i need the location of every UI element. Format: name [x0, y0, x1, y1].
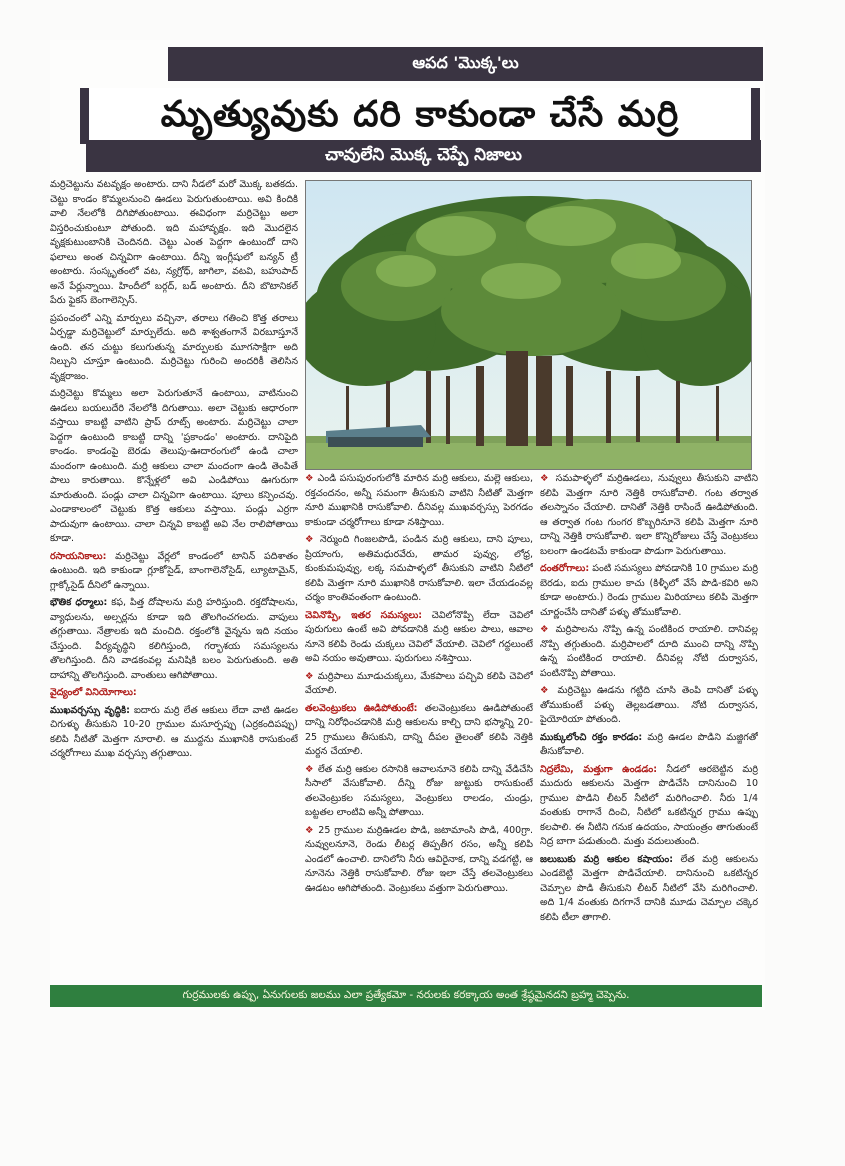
section-text: మర్రిచెట్టు వేర్లలో కాండంలో టానిన్ పదిశాతం ఉంటుంది. ఇది కాకుండా గ్లూకోసైడ్, బాంగాలెనోసైడ్, ల్యూటామైన్, గ్లాక్కోసైడ్ దీనిలో ఉన్నాయి. — [50, 550, 298, 591]
diamond-bullet-icon: ❖ — [305, 763, 318, 775]
col1-paragraph: మర్రిచెట్టు కొమ్మలు అలా పెరుగుతూనే ఉంటాయి, వాటినుంచి ఊడలు బయలుదేరి నేలలోకి దిగుతాయి. అలా చెట్టుకు ఆధారంగా వస్తాయి కాబట్టి వాటిని ప్రాప్ రూట్స్ అంటారు. మర్రిచెట్టు చాలా పెద్దగా ఉంటుంది కాబట్టి దాన్ని 'ప్రకాండం' అంటారు. దానిపైది కాండం. కాండంపై బెరడు తెలుపు-ఊదారంగులో ఉండి చాలా మందంగా ఉంటుంది. మర్రి ఆకులు చాలా మందంగా ఉండి తెంపితే పాలు కారుతాయి. కొన్నేళ్లలో అవి ఎండిపోయి ఊగురుగా మారుతుంది. పండ్లు చాలా చిన్నవిగా ఉంటాయి. పూలు కన్పించవు. ఎండాకాలంలో చెట్టుకు కొత్త ఆకులు వస్తాయి. పండ్లు ఎర్రగా పాదువుగా ఉంటాయి. చాలా చిన్నవి కాబట్టి అవి నేల రాలిపోతాయి కూడా. — [50, 388, 298, 544]
col1-paragraph — [50, 550, 298, 594]
section-heading-chemicals: రసాయనికాలు: — [50, 550, 107, 562]
article-clipping — [50, 40, 765, 1010]
section-text: మర్రి ఊడల పొడిని మజ్జిగతో తీసుకోవాలి. — [540, 731, 758, 757]
section-text: మర్రిచెట్టు ఊడను గట్టిది చూసి తెంపి దానితో పళ్ళు తోముకుంటే పళ్ళు తెల్లబడతాయి. నోటి దుర్వాసన, పైయోరియా పోతుంది. — [540, 685, 758, 725]
diamond-bullet-icon: ❖ — [305, 534, 320, 545]
banyan-tree-icon — [306, 181, 752, 470]
diamond-bullet-icon: ❖ — [305, 824, 319, 836]
diamond-bullet-icon: ❖ — [540, 473, 556, 484]
col1-paragraph: ప్రపంచంలో ఎన్ని మార్పులు వచ్చినా, తరాలు గతించి కొత్త తరాలు ఏర్పడ్డా మర్రిచెట్టులో మార్పులేదు. అది శాశ్వతంగానే విరబూస్తూనే ఉంది. తన చుట్టు కలుగుతున్న మార్పులకు మూగసాక్షిగా అది నిల్చుని చూస్తూ ఉంటుంది. మర్రిచెట్టు గురించి అందరికీ తెలిసిన వృక్షరాజం. — [50, 312, 298, 382]
footer-quote: గుర్రములకు ఉప్పు, ఏనుగులకు జలము ఎలా ప్రత్యేకమో - నరులకు కరక్కాయ అంత శ్రేష్ఠమైనదని బ్రహ్మ చెప్పెను. — [182, 989, 630, 1001]
kicker-bar — [168, 47, 763, 81]
section-heading-nose: ముక్కులోంచి రక్తం కారడం: — [540, 731, 643, 743]
col1-paragraph — [50, 686, 298, 701]
col2-paragraph — [305, 472, 533, 530]
section-text: మర్రిపాలను నొప్పి ఉన్న పంటికింద రాయాలి. దానివల్ల నొప్పి తగ్గుతుంది. మర్రిపాలలో దూది ముంచి దాన్ని నొప్పి ఉన్న పంటికింద రాయాలి. దీనివల్ల నోటి దుర్వాసన, పంటినొప్పి పోతాయి. — [540, 624, 758, 679]
col3-paragraph — [540, 472, 758, 559]
deck-bar — [86, 140, 761, 172]
section-text: పంటి సమస్యలు పోవడానికి 10 గ్రాముల మర్రి బెరడు, ఐదు గ్రాముల కాచు (కిళ్ళీలో వేసే పొడి-కవిరి అని కూడా అంటారు.) రెండు గ్రాముల మిరియాలు కలిపి మెత్తగా చూర్ణంచేసి దానితో పళ్ళు తోముకోవాలి. — [540, 563, 758, 618]
diamond-bullet-icon: ❖ — [305, 473, 318, 484]
col1-paragraph — [50, 596, 298, 683]
col3-paragraph — [540, 623, 758, 681]
col2-paragraph — [305, 702, 533, 760]
column-1 — [50, 178, 298, 978]
section-text: నెర్ముంది గింజలపొడి, పండిన మర్రి ఆకులు, దాని పూలు, ప్రియాంగు, అతిమధురవేరు, తామర పువ్వు, లోధ్ర, కుంకుమపువ్వు, లక్క సమపాళ్ళలో తీసుకుని వాటిని నీటిలో కలిపి మెత్తగా నూరి ముఖానికి రాసుకోవాలి. ఇలా చేయడంవల్ల చర్మం కాంతివంతంగా ఉంటుంది. — [305, 534, 533, 603]
section-text: చెవిలోనొప్పి లేదా చెవిలో పురుగులు ఉంటే అవి పోవడానికి మర్రి ఆకుల పాలు, ఆవాల నూనె కలిపి రెండు చుక్కలు చెవిలో వేయాలి. చెవిలో గద్దలుంటే అవి నయం అవుతాయి. పురుగులు నశిస్తాయి. — [305, 609, 533, 664]
section-text: లేత మర్రి ఆకులను ఎండబెట్టి మెత్తగా పొడిచేయాలి. దానినుంచి ఒకటిన్నర చెమ్చాల పొడి తీసుకుని లీటర్ నీటిలో వేసి మరిగించాలి. అది 1/4 వంతుకు దిగగానే దానికి మూడు చెమ్చాల చక్కెర కలిపి టీలా తాగాలి. — [540, 853, 758, 923]
banyan-tree-photo — [305, 180, 752, 470]
col3-paragraph — [540, 853, 758, 926]
headline: మృత్యువుకు దరి కాకుండా చేసే మర్రి — [160, 93, 680, 135]
section-heading-uses: వైద్యంలో వినియోగాలు: — [50, 687, 137, 698]
section-text: ఎండి పసుపురంగులోకి మారిన మర్రి ఆకులు, మల్లె ఆకులు, రక్తచందనం, అన్నీ సమంగా తీసుకుని వాటిని నీటితో మెత్తగా నూరి ముఖానికి రాసుకోవాలి. దీనివల్ల ముఖవర్చస్సు పెరగడం కాకుండా చర్మరోగాలు కూడా నశిస్తాయి. — [305, 473, 533, 528]
col2-paragraph — [305, 609, 533, 667]
section-text: నీడలో ఆరబెట్టిన మర్రి ముదురు ఆకులను మెత్తగా పొడిచేసి దానినుంచి 10 గ్రాముల పొడిని లీటర్ నీటిలో మరిగించాలి. నీరు 1/4 వంతుకు రాగానే దించి, నీటిలో ఒకటిన్నర గ్రాము ఉప్పు కలపాలి. ఈ నీటిని గనుక ఉదయం, సాయంత్రం తాగుతుంటే నిద్ర బాగా పడుతుంది. మత్తు వదులుతుంది. — [540, 763, 758, 847]
section-heading-teeth: దంతరోగాలు: — [540, 563, 590, 574]
section-heading-physical: భౌతిక ధర్మాలు: — [50, 597, 108, 608]
diamond-bullet-icon: ❖ — [540, 624, 556, 635]
section-text: తలవెంట్రుకలు ఊడిపోతుంటే దాన్ని నిరోధించడానికి మర్రి ఆకులను కాల్చి దాని భస్మాన్ని 20-25 గ్రాములు తీసుకుని, దాన్ని దీపల తైలంతో కలిపి నెత్తికి మర్దన చేయాలి. — [305, 702, 533, 757]
section-heading-ear: చెవినొప్పి, ఇతర సమస్యలు: — [305, 609, 423, 621]
section-heading-cold: జలుబుకు మర్రి ఆకుల కషాయం: — [540, 853, 673, 865]
col2-paragraph — [305, 763, 533, 821]
diamond-bullet-icon: ❖ — [540, 685, 558, 696]
column-3 — [540, 472, 758, 978]
headline-box — [80, 88, 760, 144]
col3-paragraph — [540, 731, 758, 760]
footer-bar — [50, 985, 762, 1007]
section-text: లేత మర్రి ఆకుల రసానికి ఆవాలనూనె కలిపి దాన్ని వేడిచేసి సీసాలో వేసుకోవాలి. దీన్ని రోజు జుట్టుకు రాసుకుంటే తలవెంట్రుకల సమస్యలు, వెంట్రుకలు రాలడం, చుండ్రు, బట్టతల లాంటివి అన్నీ పోతాయి. — [305, 763, 533, 818]
section-heading-hair: తలవెంట్రుకలు ఊడిపోతుంటే: — [305, 702, 418, 714]
col1-paragraph: మర్రిచెట్టును వటవృక్షం అంటారు. దాని నీడలో మరో మొక్క బతకదు. చెట్టు కాండం కొమ్మలనుంచి ఊడలు పెరుగుతుంటాయి. అవి కిందికి వాలి నేలలోకి దిగిపోతుంటాయి. ఈవిధంగా మర్రిచెట్టు అలా విస్తరించుకుంటూ పోతుంది. ఇది మహావృక్షం. ఇది మొదలైన వృక్షకుటుంబానికి చెందినది. చెట్టు ఎంత పెద్దగా ఉంటుందో దాని ఫలాలు అంత చిన్నవిగా ఉంటాయి. దీన్ని ఇంగ్లీషులో బన్యన్ ట్రీ అంటారు. సంస్కృతంలో వట, న్యగ్రోధ్, జాగిలా, వటవి, బహుపాద్ అనే పేర్లున్నాయి. హిందీలో బర్గద్, బడ్ అంటారు. దీని బొటానికల్ పేరు ఫైకస్ బెంగాలెన్సిస్. — [50, 179, 298, 306]
col3-paragraph — [540, 562, 758, 620]
diamond-bullet-icon: ❖ — [305, 670, 318, 682]
section-text: కఫ, పిత్త దోషాలను మర్రి హరిస్తుంది. రక్తదోషాలను, వ్యాధులను, అల్సర్లను కూడా ఇది తొలగించగలదు. వాపులు తగ్గుతాయి. నేత్రాలకు ఇది మంచిది. రక్తంలోకి వైన్నను ఇది నయం చేస్తుంది. వీర్యవృద్ధిని కలిగిస్తుంది, గర్భాశయ సమస్యలను తొలగిస్తుంది. దీని వాడకంవల్ల మనిషికి బలం పెరుగుతుంది. అతి దాహాన్ని తొలగిస్తుంది. వాంతులు ఆగిపోతాయి. — [50, 597, 298, 681]
section-heading-face: ముఖవర్చస్సు వృద్ధికి: — [50, 704, 130, 716]
section-text: మర్రిపాలు మూడుచుక్కలు, మేకపాలు పచ్చివి కలిపి చెవిలో వేయాలి. — [305, 670, 533, 696]
section-text: 25 గ్రాముల మర్రిఊడల పొడి, జటామాంసి పొడి, 400గ్రా. నువ్వులనూనె, రెండు లీటర్ల తిప్పతీగ రసం, అన్నీ కలిపి ఎండలో ఉంచాలి. దానిలోని నీరు ఆవిరైనాక, దాన్ని వడగట్టి, ఆ నూనెను నెత్తికి రాసుకోవాలి. రోజు ఇలా చేస్తే తలవెంట్రుకలు ఊడటం ఆగిపోతుంది. వెంట్రుకలు వత్తుగా పెరుగుతాయి. — [305, 824, 533, 894]
col3-paragraph — [540, 763, 758, 850]
col2-paragraph — [305, 670, 533, 699]
col1-paragraph — [50, 704, 298, 762]
section-heading-sleep: నిద్రలేమి, మత్తుగా ఉండడం: — [540, 763, 658, 775]
section-text: ఐదారు మర్రి లేత ఆకులు లేదా వాటి ఊడల చిగుళ్ళు తీసుకుని 10-20 గ్రాముల మసూర్పప్పు (ఎర్రకందిపప్పు) కలిపి నీటితో మెత్తగా నూరాలి. ఆ ముద్దను ముఖానికి రాసుకుంటే చర్మరోగాలు ముఖ వర్చస్సు తగ్గుతాయి. — [50, 704, 298, 759]
deck: చావులేని మొక్క చెప్పే నిజాలు — [325, 145, 522, 165]
col2-paragraph — [305, 824, 533, 897]
section-text: సమపాళ్ళలో మర్రిఊడలు, నువ్వులు తీసుకుని వాటిని కలిపి మెత్తగా నూరి నెత్తికి రాసుకోవాలి. గంట తర్వాత తలస్నానం చేయాలి. దానితో నెత్తికి రాసిందే ఊడిపోతుంది. ఆ తర్వాత గంట గుంగర కొబ్బరినూనె కలిపి మెత్తగా నూరి దాన్ని నెత్తికి రాసుకోవాలి. ఇలా కొన్నిరోజులు చేస్తే వెంట్రుకలు బలంగా ఉండటమే కాకుండా పొడుగా పెరుగుతాయి. — [540, 473, 758, 557]
col3-paragraph — [540, 684, 758, 728]
col2-paragraph — [305, 533, 533, 606]
column-2 — [305, 472, 533, 978]
kicker: ఆపద 'మొక్క'లు — [412, 53, 519, 72]
